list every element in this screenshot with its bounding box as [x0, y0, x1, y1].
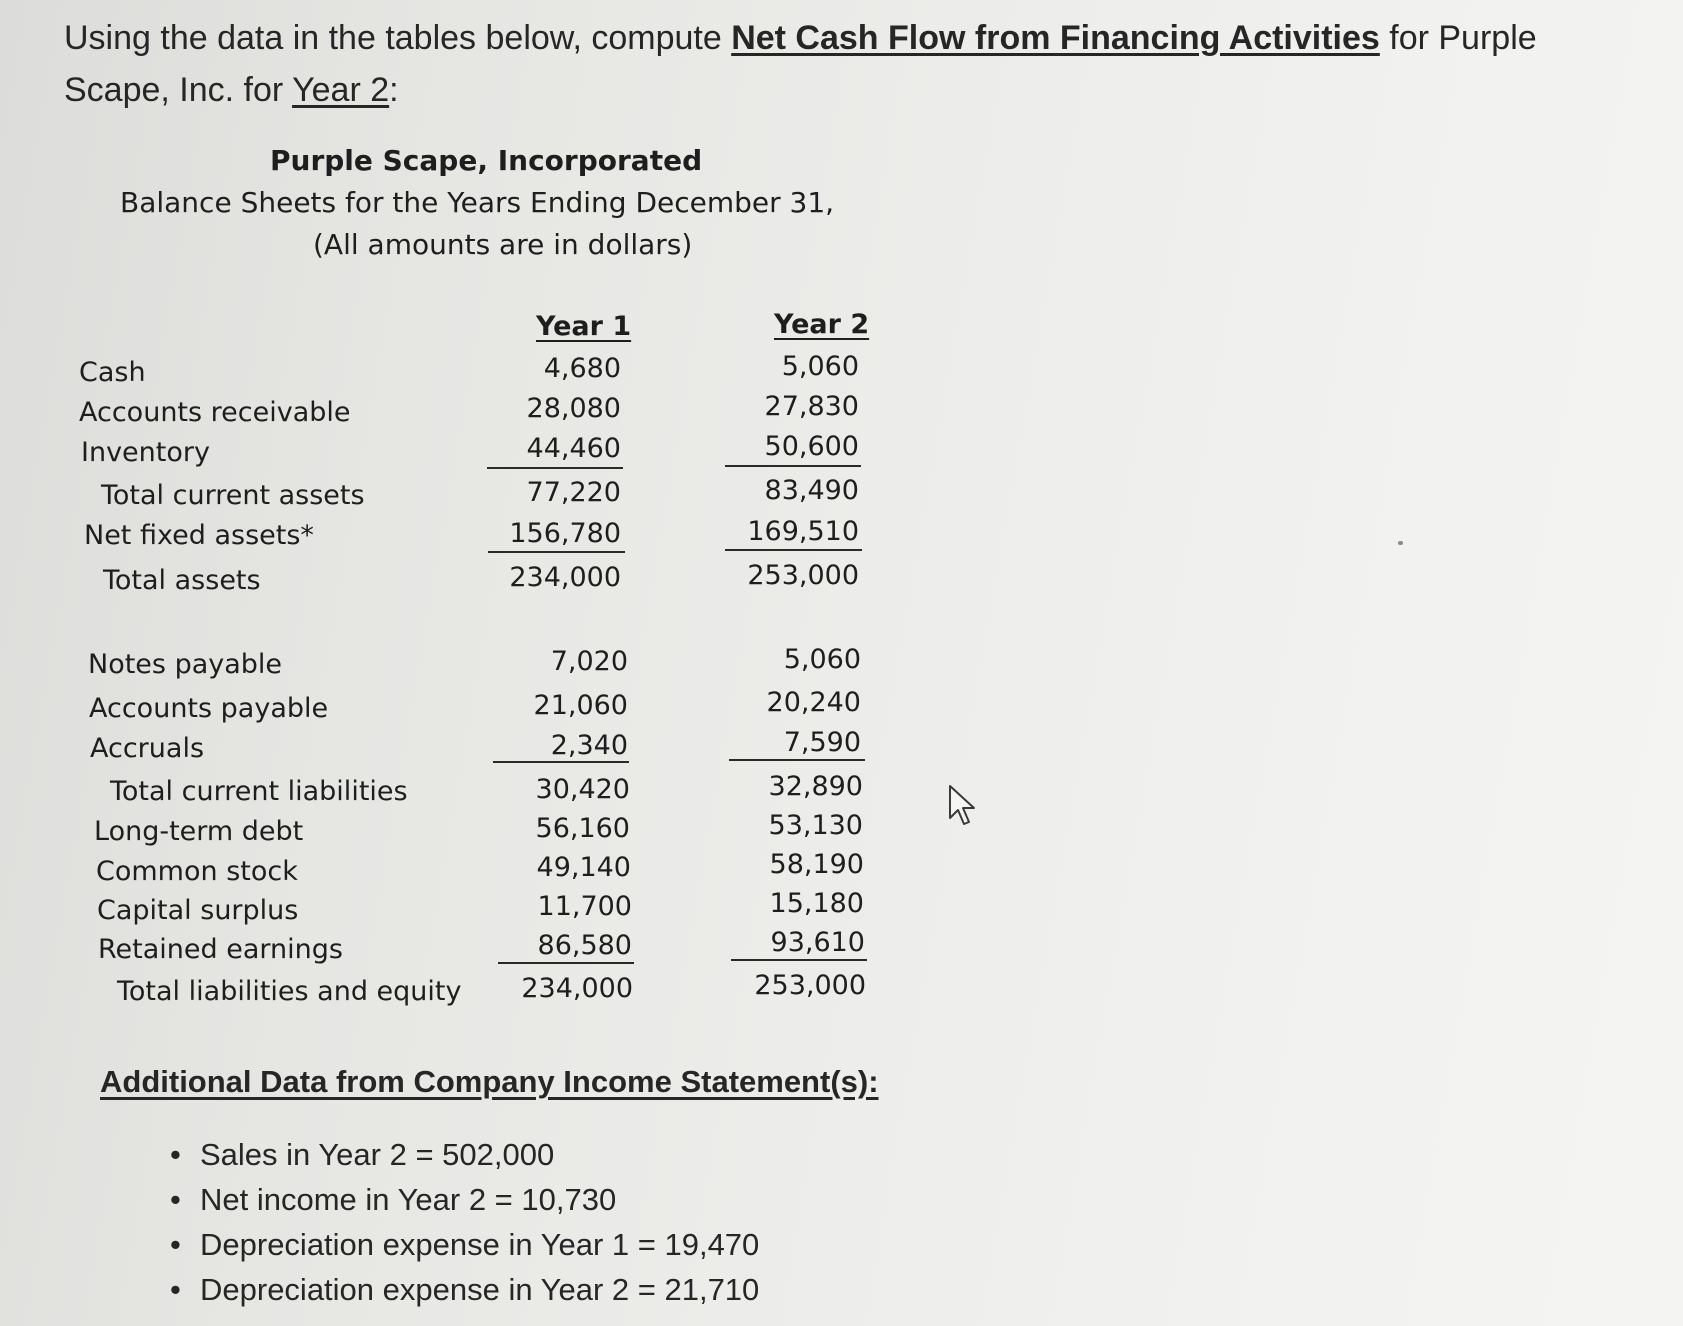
list-item: • Depreciation expense in Year 1 = 19,470: [170, 1222, 759, 1267]
cell-year-1: 7,020: [550, 646, 628, 677]
cell-year-2: 253,000: [754, 970, 866, 1001]
cell-year-2: 50,600: [764, 431, 859, 462]
subtotal-rule: [493, 761, 629, 763]
cell-year-2: 58,190: [769, 849, 864, 880]
row-label: Accounts receivable: [79, 397, 351, 428]
row-label: Total current assets: [101, 480, 365, 511]
row-label: Long-term debt: [94, 816, 304, 847]
subtotal-rule: [488, 551, 625, 553]
statement-subtitle: Balance Sheets for the Years Ending December 31,: [120, 186, 835, 219]
company-name: Purple Scape, Incorporated: [270, 144, 703, 177]
additional-data-title: Additional Data from Company Income Statement(s):: [100, 1064, 879, 1099]
cell-year-1: 49,140: [536, 852, 631, 883]
cell-year-2: 20,240: [766, 687, 861, 718]
list-item: • Sales in Year 2 = 502,000: [170, 1132, 759, 1177]
cell-year-2: 169,510: [747, 516, 859, 547]
row-label: Common stock: [96, 856, 298, 887]
subtotal-rule: [487, 467, 623, 469]
row-label: Capital surplus: [97, 895, 299, 926]
cell-year-2: 93,610: [770, 927, 865, 958]
arrow-cursor-icon: [948, 784, 980, 828]
column-header-year-2: Year 2: [774, 309, 870, 340]
question-mid: for Purple Scape, Inc. for: [64, 19, 1537, 109]
cell-year-2: 83,490: [764, 475, 859, 506]
column-header-year-1: Year 1: [536, 311, 632, 342]
cell-year-2: 15,180: [769, 888, 864, 919]
speck: [1398, 541, 1403, 545]
statement-units: (All amounts are in dollars): [313, 228, 693, 261]
cell-year-2: 27,830: [764, 391, 859, 422]
cell-year-2: 5,060: [783, 644, 861, 675]
row-label: Total assets: [103, 565, 261, 596]
cell-year-1: 234,000: [509, 562, 621, 593]
question-text: [64, 12, 1634, 116]
row-label: Accounts payable: [89, 693, 329, 724]
subtotal-rule: [498, 962, 634, 964]
subtotal-rule: [725, 465, 861, 467]
row-label: Net fixed assets*: [84, 520, 314, 551]
row-label: Total current liabilities: [110, 776, 408, 807]
cell-year-1: 30,420: [535, 774, 630, 805]
cell-year-1: 21,060: [533, 690, 628, 721]
cell-year-1: 77,220: [526, 477, 621, 508]
question-target: Net Cash Flow from Financing Activities: [731, 19, 1380, 57]
cell-year-2: 53,130: [768, 810, 863, 841]
subtotal-rule: [725, 549, 862, 551]
cell-year-1: 4,680: [543, 353, 621, 384]
cell-year-2: 253,000: [747, 560, 859, 591]
row-label: Cash: [79, 357, 146, 388]
additional-data-list: [170, 1132, 759, 1312]
cell-year-1: 11,700: [537, 891, 632, 922]
cell-year-1: 86,580: [537, 930, 632, 961]
row-label: Total liabilities and equity: [117, 976, 462, 1007]
subtotal-rule: [731, 959, 867, 961]
row-label: Inventory: [81, 437, 210, 468]
list-item: • Net income in Year 2 = 10,730: [170, 1177, 759, 1222]
cell-year-1: 28,080: [526, 393, 621, 424]
cell-year-2: 5,060: [781, 351, 859, 382]
cell-year-1: 156,780: [509, 518, 621, 549]
cell-year-1: 56,160: [535, 813, 630, 844]
cell-year-1: 2,340: [550, 730, 628, 761]
subtotal-rule: [729, 759, 865, 761]
question-end: :: [389, 71, 399, 109]
cell-year-1: 44,460: [526, 433, 621, 464]
cell-year-1: 234,000: [521, 973, 633, 1004]
cell-year-2: 32,890: [768, 771, 863, 802]
row-label: Notes payable: [88, 649, 283, 680]
question-intro: Using the data in the tables below, compute: [64, 19, 732, 57]
list-item: • Depreciation expense in Year 2 = 21,710: [170, 1267, 759, 1312]
row-label: Accruals: [90, 733, 205, 764]
cell-year-2: 7,590: [783, 727, 861, 758]
question-year: Year 2: [292, 71, 390, 109]
row-label: Retained earnings: [98, 934, 343, 965]
